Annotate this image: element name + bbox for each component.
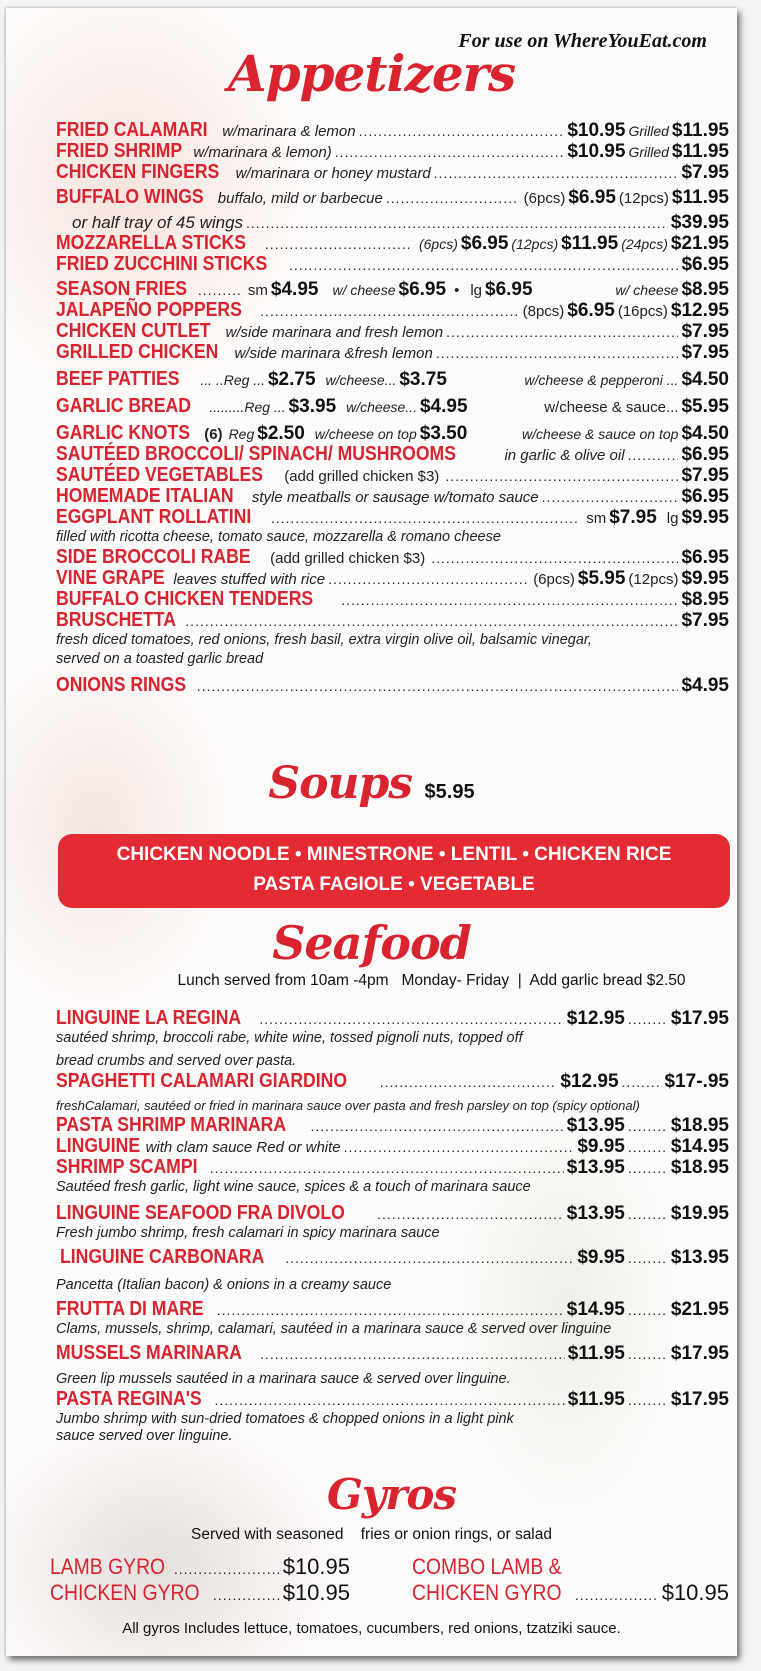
menu-item: ONIONS RINGS ..... $4.95	[56, 675, 729, 696]
soups-line-2: PASTA FAGIOLE • VEGETABLE	[253, 874, 535, 895]
menu-item: BEEF PATTIES ... ..Reg ... $2.75 w/cheese... $3.75 w/cheese & pepperoni ... $4.50	[56, 368, 729, 390]
menu-item: BUFFALO CHICKEN TENDERS ..... $8.95	[56, 589, 729, 610]
item-note: freshCalamari, sautéed or fried in marinara sauce over pasta and fresh parsley on top (spicy optional)	[56, 1098, 640, 1113]
menu-item: FRIED ZUCCHINI STICKS ..... $6.95	[56, 254, 729, 275]
menu-item: SAUTÉED BROCCOLI/ SPINACH/ MUSHROOMS in garlic & olive oil ..... $6.95	[56, 444, 729, 465]
appetizers-title: Appetizers	[227, 44, 516, 103]
seafood-title: Seafood	[272, 916, 471, 970]
menu-item: SIDE BROCCOLI RABE (add grilled chicken $3) ..... $6.95	[56, 547, 729, 568]
item-note: Green lip mussels sautéed in a marinara sauce & served over linguine.	[56, 1371, 511, 1387]
menu-item: HOMEMADE ITALIAN style meatballs or sausage w/tomato sauce ..... $6.95	[56, 486, 729, 507]
menu-item: CHICKEN CUTLET w/side marinara and fresh lemon ..... $7.95	[56, 321, 729, 342]
menu-item: CHICKEN GYRO ..... $10.95	[412, 1580, 729, 1606]
item-note: Pancetta (Italian bacon) & onions in a creamy sauce	[56, 1277, 392, 1293]
menu-item: EGGPLANT ROLLATINI ..... sm $7.95 lg $9.95	[56, 507, 729, 528]
appetizers-list	[56, 120, 729, 696]
menu-item: FRIED SHRIMP w/marinara & lemon) ..... $10.95 Grilled $11.95	[56, 141, 729, 162]
menu-item: FRUTTA DI MARE ..... $14.95 ..... $21.95	[56, 1299, 729, 1320]
item-note: Fresh jumbo shrimp, fresh calamari in spicy marinara sauce	[56, 1225, 440, 1241]
menu-item: SPAGHETTI CALAMARI GIARDINO ..... $12.95 ..... $17-.95	[56, 1071, 729, 1092]
menu-item: LINGUINE SEAFOOD FRA DIVOLO ..... $13.95 ..... $19.95	[56, 1203, 729, 1224]
gyros-title: Gyros	[326, 1470, 457, 1519]
item-note: filled with ricotta cheese, tomato sauce, mozzarella & romano cheese	[56, 529, 501, 545]
seafood-list	[56, 1008, 729, 1446]
menu-item: or half tray of 45 wings ..... $39.95	[56, 212, 729, 233]
menu-item: LAMB GYRO ..... $10.95	[50, 1554, 350, 1580]
menu-item: JALAPEÑO POPPERS ..... (8pcs) $6.95 (16pcs) $12.95	[56, 300, 729, 321]
soups-price: $5.95	[424, 781, 475, 803]
item-note: sauce served over linguine.	[56, 1428, 233, 1444]
menu-page	[6, 8, 737, 1656]
menu-item: COMBO LAMB &	[412, 1554, 562, 1579]
menu-item: GARLIC BREAD .........Reg ... $3.95 w/cheese... $4.95 w/cheese & sauce... $5.95	[56, 395, 729, 417]
menu-item: LINGUINE LA REGINA ..... $12.95 ..... $17.95	[56, 1008, 729, 1029]
menu-item: LINGUINE CARBONARA ..... $9.95 ..... $13.95	[56, 1247, 729, 1268]
menu-item: LINGUINE with clam sauce Red or white ..... $9.95 ..... $14.95	[56, 1136, 729, 1157]
menu-item: SHRIMP SCAMPI ..... $13.95 ..... $18.95	[56, 1157, 729, 1178]
watermark: For use on WhereYouEat.com	[458, 30, 707, 52]
item-note: Clams, mussels, shrimp, calamari, sautéed in a marinara sauce & served over linguine	[56, 1321, 612, 1337]
menu-item: FRIED CALAMARI w/marinara & lemon ..... $10.95 Grilled $11.95	[56, 120, 729, 141]
menu-item: MUSSELS MARINARA ..... $11.95 ..... $17.95	[56, 1343, 729, 1364]
menu-item: CHICKEN GYRO ..... $10.95	[50, 1580, 350, 1606]
seafood-subtitle: Lunch served from 10am -4pm Monday- Friday | Add garlic bread $2.50	[177, 972, 686, 989]
soups-line-1: CHICKEN NOODLE • MINESTRONE • LENTIL • CHICKEN RICE	[116, 844, 672, 865]
item-note: bread crumbs and served over pasta.	[56, 1053, 297, 1069]
menu-item: VINE GRAPE leaves stuffed with rice ..... (6pcs) $5.95 (12pcs) $9.95	[56, 568, 729, 589]
menu-item: SAUTÉED VEGETABLES (add grilled chicken $3) ..... $7.95	[56, 465, 729, 486]
menu-item: GRILLED CHICKEN w/side marinara &fresh lemon ..... $7.95	[56, 342, 729, 363]
gyros-list-right	[412, 1554, 729, 1606]
soups-banner	[58, 834, 730, 908]
item-note: Sautéed fresh garlic, light wine sauce, spices & a touch of marinara sauce	[56, 1179, 531, 1195]
menu-item: CHICKEN FINGERS w/marinara or honey mustard ..... $7.95	[56, 162, 729, 183]
menu-item: PASTA SHRIMP MARINARA ..... $13.95 ..... $18.95	[56, 1115, 729, 1136]
item-note: fresh diced tomatoes, red onions, fresh basil, extra virgin olive oil, balsamic vinegar,	[56, 632, 592, 648]
soups-header	[6, 758, 737, 809]
gyros-subtitle: Served with seasoned fries or onion rings, or salad	[191, 1526, 552, 1543]
menu-item: BUFFALO WINGS buffalo, mild or barbecue ..... (6pcs) $6.95 (12pcs) $11.95	[56, 187, 729, 208]
item-note: sautéed shrimp, broccoli rabe, white wine, tossed pignoli nuts, topped off	[56, 1030, 523, 1046]
gyros-list-left	[50, 1554, 350, 1606]
item-note: served on a toasted garlic bread	[56, 651, 264, 667]
soups-title: Soups	[268, 758, 413, 809]
menu-item: BRUSCHETTA ..... $7.95	[56, 610, 729, 631]
menu-item: GARLIC KNOTS (6) Reg $2.50 w/cheese on top $3.50 w/cheese & sauce on top $4.50	[56, 422, 729, 444]
menu-item: MOZZARELLA STICKS ..... (6pcs) $6.95 (12pcs) $11.95 (24pcs) $21.95	[56, 233, 729, 254]
gyros-footer: All gyros Includes lettuce, tomatoes, cucumbers, red onions, tzatziki sauce.	[122, 1620, 621, 1637]
item-note: Jumbo shrimp with sun-dried tomatoes & chopped onions in a light pink	[56, 1411, 514, 1427]
menu-item: SEASON FRIES ..... sm $4.95 w/ cheese $6.95 • lg $6.95 w/ cheese $8.95	[56, 279, 729, 300]
menu-item: PASTA REGINA'S ..... $11.95 ..... $17.95	[56, 1389, 729, 1410]
